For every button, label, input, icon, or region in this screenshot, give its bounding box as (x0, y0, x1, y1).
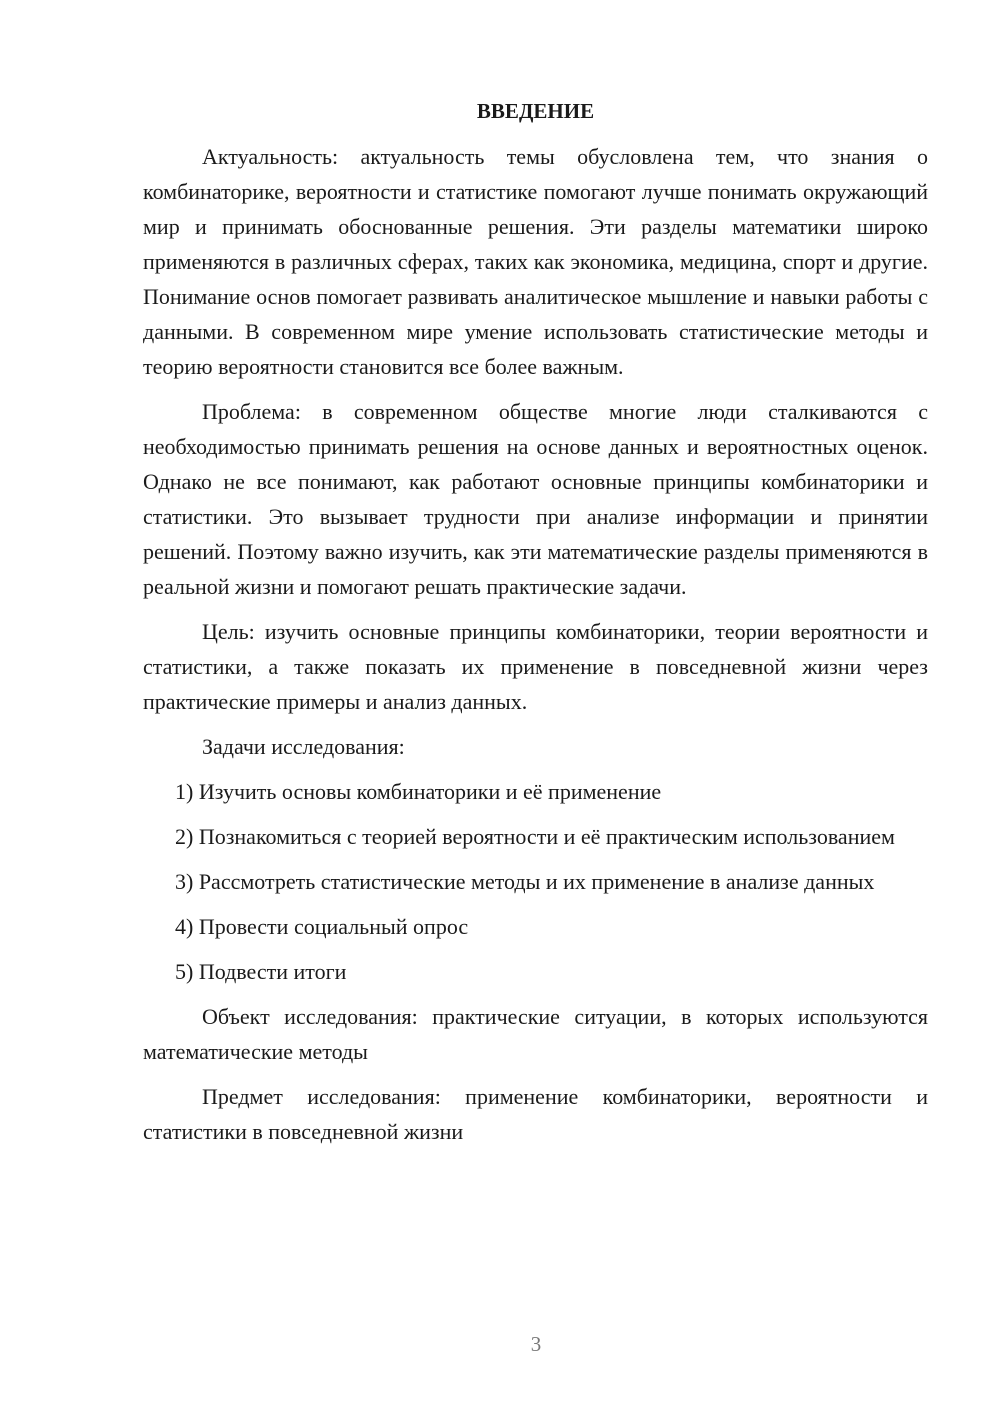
task-item-5: 5) Подвести итоги (175, 959, 347, 984)
page-title: ВВЕДЕНИЕ (476, 99, 595, 123)
page-number: 3 (530, 1332, 542, 1356)
task-item-3: 3) Рассмотреть статистические методы и их применение в анализе данных (175, 869, 875, 894)
task-item-4: 4) Провести социальный опрос (175, 914, 469, 939)
task-item-2: 2) Познакомиться с теорией вероятности и её практическим использованием (175, 824, 895, 849)
object-paragraph: Объект исследования: практические ситуации, в которых используются математические методы (143, 1004, 928, 1064)
subject-paragraph: Предмет исследования: применение комбинаторики, вероятности и статистики в повседневной жизни (143, 1084, 928, 1144)
tasks-heading: Задачи исследования: (202, 734, 405, 759)
page-body (143, 95, 928, 1159)
problem-paragraph: Проблема: в современном обществе многие люди сталкиваются с необходимостью принимать решения на основе данных и вероятностных оценок. Однако не все понимают, как работают основные принципы комбинаторики и статистики. Это вызывает трудности при анализе информации и принятии решений. Поэтому важно изучить, как эти математические разделы применяются в реальной жизни и помогают решать практические задачи. (143, 399, 928, 599)
task-item-1: 1) Изучить основы комбинаторики и её применение (175, 779, 662, 804)
relevance-paragraph: Актуальность: актуальность темы обусловлена тем, что знания о комбинаторике, вероятности и статистике помогают лучше понимать окружающий мир и принимать обоснованные решения. Эти разделы математики широко применяются в различных сферах, таких как экономика, медицина, спорт и другие. Понимание основ помогает развивать аналитическое мышление и навыки работы с данными. В современном мире умение использовать статистические методы и теорию вероятности становится все более важным. (143, 144, 928, 379)
goal-paragraph: Цель: изучить основные принципы комбинаторики, теории вероятности и статистики, а также показать их применение в повседневной жизни через практические примеры и анализ данных. (143, 619, 928, 714)
